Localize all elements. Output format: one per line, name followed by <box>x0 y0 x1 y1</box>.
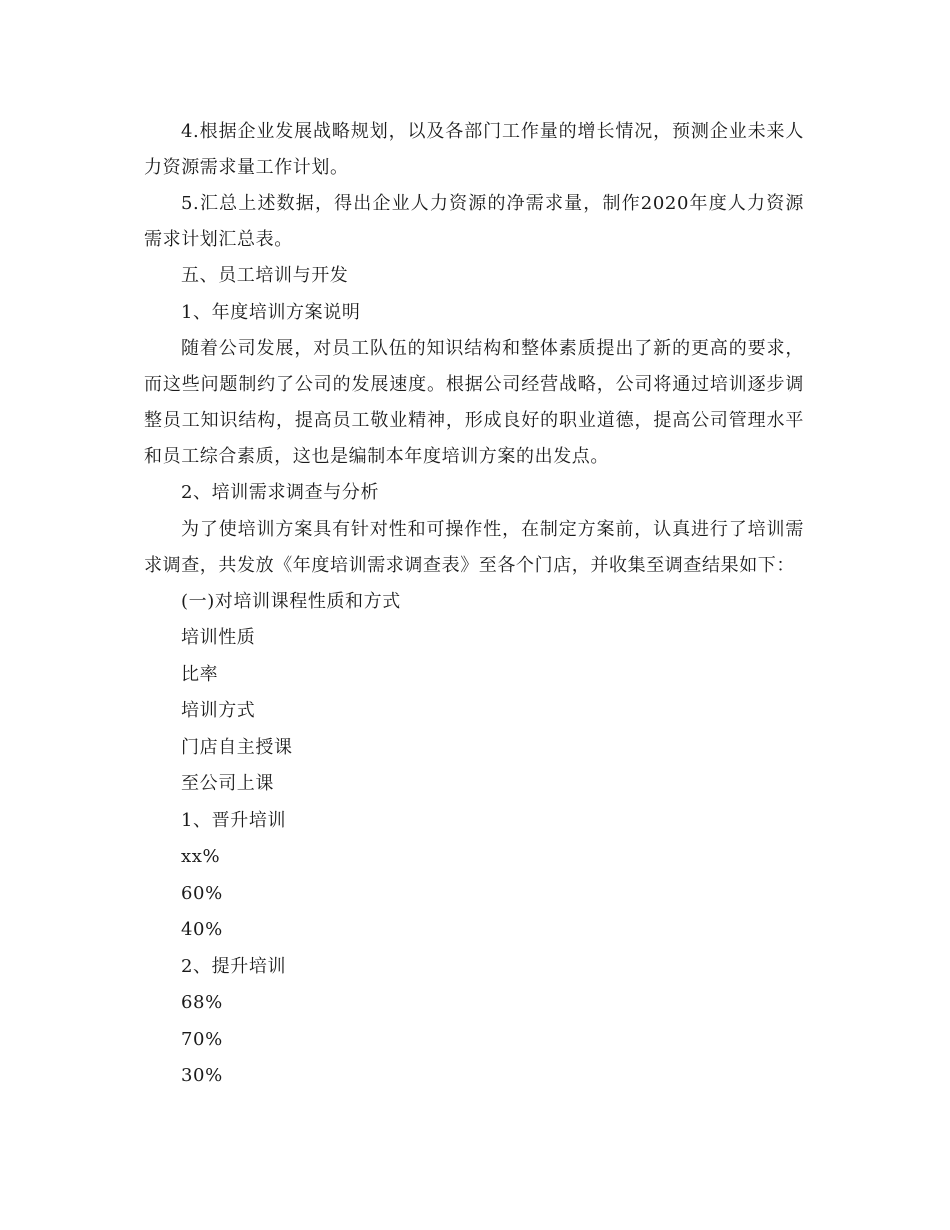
list-line: 1、晋升培训 <box>181 809 287 831</box>
list-line: 培训性质 <box>181 627 256 648</box>
document-body <box>144 114 804 1095</box>
list-line: 70% <box>181 1028 223 1050</box>
paragraph-summary: 5.汇总上述数据，得出企业人力资源的净需求量，制作2020年度人力资源需求计划汇总表。 <box>144 193 804 250</box>
list-line: 60% <box>181 882 223 904</box>
paragraph-needs-survey: 为了使培训方案具有针对性和可操作性，在制定方案前，认真进行了培训需求调查，共发放《年度培训需求调查表》至各个门店，并收集至调查结果如下： <box>144 518 804 576</box>
list-line: 培训方式 <box>181 700 256 721</box>
paragraph-forecast: 4.根据企业发展战略规划，以及各部门工作量的增长情况，预测企业未来人力资源需求量工作计划。 <box>144 121 804 178</box>
list-line: 40% <box>181 919 223 940</box>
list-line: xx% <box>181 846 221 867</box>
list-line: 30% <box>181 1065 223 1086</box>
subheading-needs-survey: 2、培训需求调查与分析 <box>181 482 380 503</box>
subheading-training-plan: 1、年度培训方案说明 <box>181 301 361 323</box>
paragraph-training-plan: 随着公司发展，对员工队伍的知识结构和整体素质提出了新的更高的要求，而这些问题制约了公司的发展速度。根据公司经营战略，公司将通过培训逐步调整员工知识结构，提高员工敬业精神，形成良好的职业道德，提高公司管理水平和员工综合素质，这也是编制本年度培训方案的出发点。 <box>144 338 804 467</box>
list-line: 门店自主授课 <box>181 736 293 758</box>
list-line: (一)对培训课程性质和方式 <box>181 590 401 612</box>
list-line: 2、提升培训 <box>181 955 287 977</box>
list-line: 68% <box>181 992 223 1013</box>
list-line: 至公司上课 <box>181 773 274 794</box>
section-heading: 五、员工培训与开发 <box>181 265 349 286</box>
list-line: 比率 <box>181 663 219 685</box>
